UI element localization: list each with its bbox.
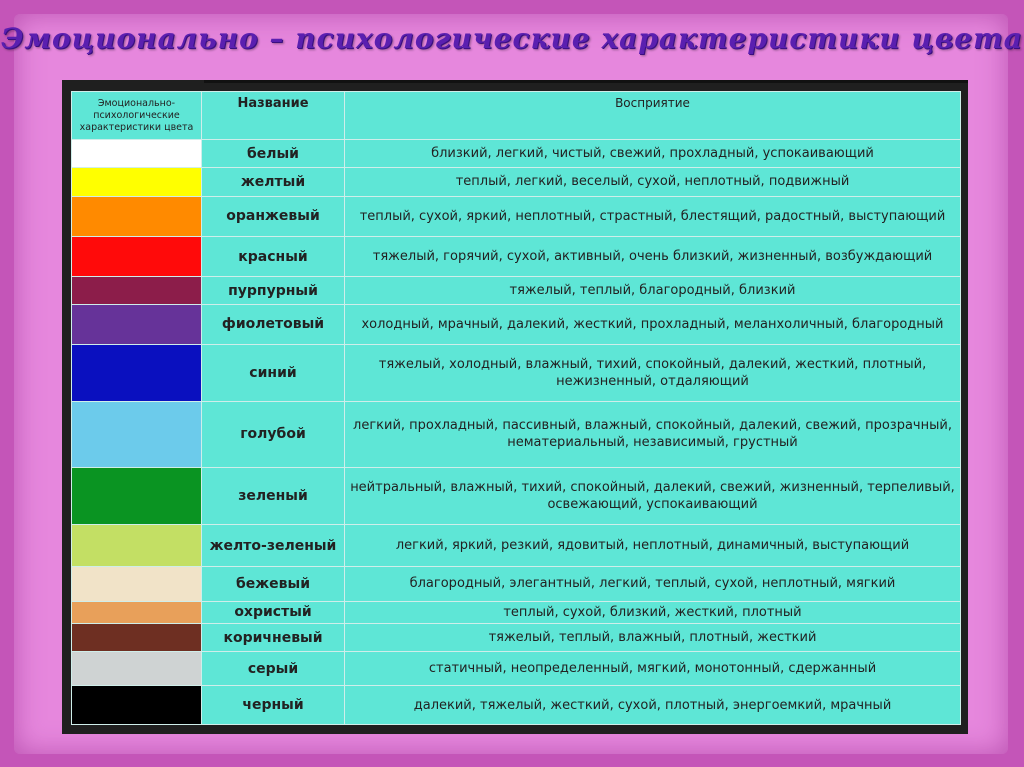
table-row [72, 601, 961, 623]
color-perception: холодный, мрачный, далекий, жесткий, прохладный, меланхоличный, благородный [345, 304, 961, 344]
table-row [72, 623, 961, 651]
color-swatch [72, 304, 202, 344]
color-swatch [72, 345, 202, 402]
color-name: бежевый [202, 567, 345, 601]
color-name: желтый [202, 168, 345, 196]
color-name: оранжевый [202, 196, 345, 236]
color-name: голубой [202, 401, 345, 468]
table-frame [62, 80, 968, 734]
color-swatch [72, 601, 202, 623]
color-swatch [72, 652, 202, 686]
color-swatch [72, 567, 202, 601]
table-row [72, 652, 961, 686]
table-row [72, 686, 961, 725]
color-swatch [72, 686, 202, 725]
table-row [72, 140, 961, 168]
color-perception: далекий, тяжелый, жесткий, сухой, плотный, энергоемкий, мрачный [345, 686, 961, 725]
color-perception: тяжелый, теплый, влажный, плотный, жесткий [345, 623, 961, 651]
color-name: охристый [202, 601, 345, 623]
color-name: зеленый [202, 468, 345, 525]
table-row [72, 468, 961, 525]
color-swatch [72, 468, 202, 525]
color-name: белый [202, 140, 345, 168]
color-perception: статичный, неопределенный, мягкий, монотонный, сдержанный [345, 652, 961, 686]
table-row [72, 524, 961, 566]
color-perception: тяжелый, холодный, влажный, тихий, спокойный, далекий, жесткий, плотный, нежизненный, отдаляющий [345, 345, 961, 402]
color-perception: близкий, легкий, чистый, свежий, прохладный, успокаивающий [345, 140, 961, 168]
table-row [72, 236, 961, 276]
page-title: Эмоционально – психологические характеристики цвета [1, 22, 1023, 55]
color-perception: тяжелый, горячий, сухой, активный, очень близкий, жизненный, возбуждающий [345, 236, 961, 276]
color-swatch [72, 236, 202, 276]
color-characteristics-table [71, 91, 961, 725]
color-swatch [72, 401, 202, 468]
color-name: синий [202, 345, 345, 402]
color-name: фиолетовый [202, 304, 345, 344]
header-row [72, 92, 961, 140]
color-swatch [72, 168, 202, 196]
header-name: Название [202, 92, 345, 140]
color-name: красный [202, 236, 345, 276]
color-perception: теплый, легкий, веселый, сухой, неплотный, подвижный [345, 168, 961, 196]
color-swatch [72, 524, 202, 566]
color-perception: теплый, сухой, близкий, жесткий, плотный [345, 601, 961, 623]
color-perception: нейтральный, влажный, тихий, спокойный, далекий, свежий, жизненный, терпеливый, освежающий, успокаивающий [345, 468, 961, 525]
header-perception: Восприятие [345, 92, 961, 140]
color-swatch [72, 140, 202, 168]
table-row [72, 196, 961, 236]
color-swatch [72, 623, 202, 651]
color-perception: легкий, яркий, резкий, ядовитый, неплотный, динамичный, выступающий [345, 524, 961, 566]
header-color: Эмоционально-психологические характеристики цвета [72, 92, 202, 140]
color-name: желто-зеленый [202, 524, 345, 566]
color-name: коричневый [202, 623, 345, 651]
color-swatch [72, 196, 202, 236]
color-name: серый [202, 652, 345, 686]
table-row [72, 345, 961, 402]
table-row [72, 277, 961, 304]
color-perception: легкий, прохладный, пассивный, влажный, спокойный, далекий, свежий, прозрачный, нематериальный, независимый, грустный [345, 401, 961, 468]
color-name: пурпурный [202, 277, 345, 304]
color-perception: теплый, сухой, яркий, неплотный, страстный, блестящий, радостный, выступающий [345, 196, 961, 236]
color-swatch [72, 277, 202, 304]
color-perception: благородный, элегантный, легкий, теплый, сухой, неплотный, мягкий [345, 567, 961, 601]
table-row [72, 401, 961, 468]
table-row [72, 168, 961, 196]
table-row [72, 304, 961, 344]
color-name: черный [202, 686, 345, 725]
color-perception: тяжелый, теплый, благородный, близкий [345, 277, 961, 304]
table-row [72, 567, 961, 601]
